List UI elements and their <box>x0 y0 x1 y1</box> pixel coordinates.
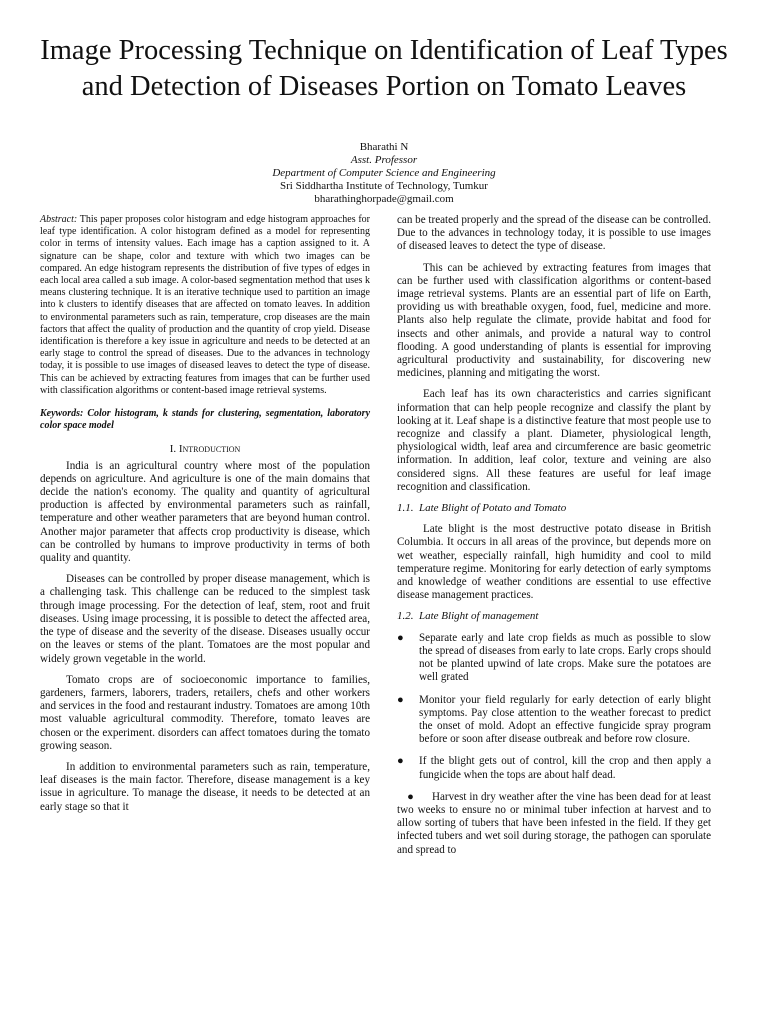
keywords <box>40 408 370 432</box>
keywords-text: Color histogram, k stands for clustering, segmentation, laboratory color space model <box>40 408 371 432</box>
intro-paragraph: Tomato crops are of socioeconomic importance to families, gardeners, farmers, laborers, traders, retailers, chefs and other workers and services in the food and restaurant industry. Tomatoes are among 10th most valuable agricultural commodity. Therefore, tomato leaves are chosen or the experiment. disorders can affect tomatoes during the tomato growing season. <box>40 673 370 752</box>
subsection-number: 1.1. <box>397 502 414 515</box>
subsection-number: 1.2. <box>397 610 414 623</box>
bullet-icon: ● <box>407 790 414 803</box>
subsection-heading-late-blight <box>397 502 711 515</box>
section-title: Introduction <box>178 443 241 456</box>
list-item: ● Separate early and late crop fields as much as possible to slow the spread of diseases from early to late crops. Early crops should not be planted upwind of late crops. Make sure the potatoes are well grated <box>397 631 711 684</box>
subsection-heading-management <box>397 610 711 623</box>
paper-title: Image Processing Technique on Identification of Leaf Types and Detection of Diseases Portion on Tomato Leaves <box>40 35 728 102</box>
abstract <box>40 214 370 397</box>
subsection-title: Late Blight of Potato and Tomato <box>419 502 567 515</box>
subsection-paragraph: Late blight is the most destructive potato disease in British Columbia. It occurs in all areas of the province, but depends more on wet weather, especially rainfall, high humidity and cool to mild temperature regime. Monitoring for early detection of early symptoms and knowledge of weather conditions are essential to use effective disease management practices. <box>397 523 711 602</box>
management-list <box>397 632 711 782</box>
body-paragraph: Each leaf has its own characteristics and carries significant information that can help people recognize and classify the plant by looking at it. Leaf shape is a distinctive feature that most people use to recognize and classify a plant. Diameter, physiological length, physiological width, leaf area and circumference are basic geometric information. In addition, leaf color, texture and veining are also considered signs. All these features are useful for leaf image recognition and classification. <box>397 388 711 493</box>
author-department: Department of Computer Science and Engineering <box>272 167 496 179</box>
section-number: I. <box>169 443 177 456</box>
section-heading-introduction <box>40 443 370 456</box>
abstract-text: This paper proposes color histogram and edge histogram approaches for leaf type identification. A color histogram defined as a model for representing color in terms of intensity values. Each image has a caption assigned to it. A signature can be shape, color and texture with which two images can be compared. An edge histogram represents the distribution of five types of edges in each local area called a sub image. A color-based segmentation method that uses k means clustering technique. It is an iterative technique used to partition an image into k clusters to identify diseases that are affected on tomato leaves. In addition to environmental parameters such as rain, temperature, crop diseases are the main factors that affect the quality of production and the quantity of crop yield. Disease identification is therefore a key issue in agriculture and needs to be detected at an early stage to control the spread of diseases. Due to the advances in technology today, it is possible to use images of diseased leaves to detect the type of disease. This can be achieved by extracting features from images that can be further used with classification algorithms or content-based image retrieval systems. <box>40 214 370 396</box>
author-position: Asst. Professor <box>350 154 418 166</box>
intro-paragraph: India is an agricultural country where most of the population depends on agriculture. And agriculture is one of the main domains that decide the nation's economy. The quality and quantity of agricultural production is affected by environmental parameters such as rainfall, temperature and other weather parameters that are beyond human control. Another major parameter that affects crop productivity is disease, which can be controlled by humans to improve productivity in terms of both quality and quantity. <box>40 459 370 565</box>
subsection-title: Late Blight of management <box>419 610 539 623</box>
bullet-icon: ● <box>397 755 404 768</box>
continued-paragraph: can be treated properly and the spread of the disease can be controlled. Due to the advances in technology today, it is possible to use images of diseased leaves to detect the type of disease. <box>397 214 711 253</box>
list-item-last: ● Harvest in dry weather after the vine has been dead for at least two weeks to ensure no or minimal tuber infection at harvest and to allow sorting of tubers that have been infested in the field. If they get infected tubers and wet soil during storage, the pathogen can sporulate and spread to <box>397 790 711 856</box>
right-column <box>397 214 711 865</box>
author-block <box>150 141 618 206</box>
list-item: ● Monitor your field regularly for early detection of early blight symptoms. Pay close attention to the weather forecast to predict the onset of mold. Adopt an effective fungicide spray program before or soon after disease outbreak and before row closure. <box>397 693 711 746</box>
abstract-label: Abstract: <box>40 214 78 225</box>
body-paragraph: This can be achieved by extracting features from images that can be further used with classification algorithms or content-based image retrieval systems. Plants are an essential part of life on Earth, providing us with breathable oxygen, food, fuel, medicine and more. Plants also help regulate the climate, provide habitat and food for insects and other animals, and provide a natural way to control flooding. A good understanding of plants is essential for improving agricultural productivity and sustainability, for discovering new medicines, planning and mitigating the worst. <box>397 261 711 380</box>
keywords-label: Keywords: <box>40 408 84 420</box>
bullet-icon: ● <box>397 693 404 706</box>
author-name: Bharathi N <box>359 141 409 153</box>
bullet-icon: ● <box>397 631 404 644</box>
intro-paragraph: Diseases can be controlled by proper disease management, which is a challenging task. This challenge can be reduced to the simplest task through image processing. For the detection of leaf, stem, root and fruit diseases. Using image processing, it is possible to detect the affected area, the type of disease and the severity of the disease. Diseases usually occur on the leaves or stems of the plant. Tomatoes are the most popular and widely grown vegetable in the world. <box>40 573 370 665</box>
list-item: ● If the blight gets out of control, kill the crop and then apply a fungicide when the tops are about half dead. <box>397 755 711 781</box>
author-email: bharathinghorpade@gmail.com <box>314 193 454 205</box>
left-column <box>40 214 370 822</box>
author-institute: Sri Siddhartha Institute of Technology, Tumkur <box>280 180 488 192</box>
intro-paragraph: In addition to environmental parameters such as rain, temperature, leaf diseases is the main factor. Therefore, disease management is a key issue in agriculture. To manage the disease, it needs to be detected at an early stage so that it <box>40 760 370 813</box>
